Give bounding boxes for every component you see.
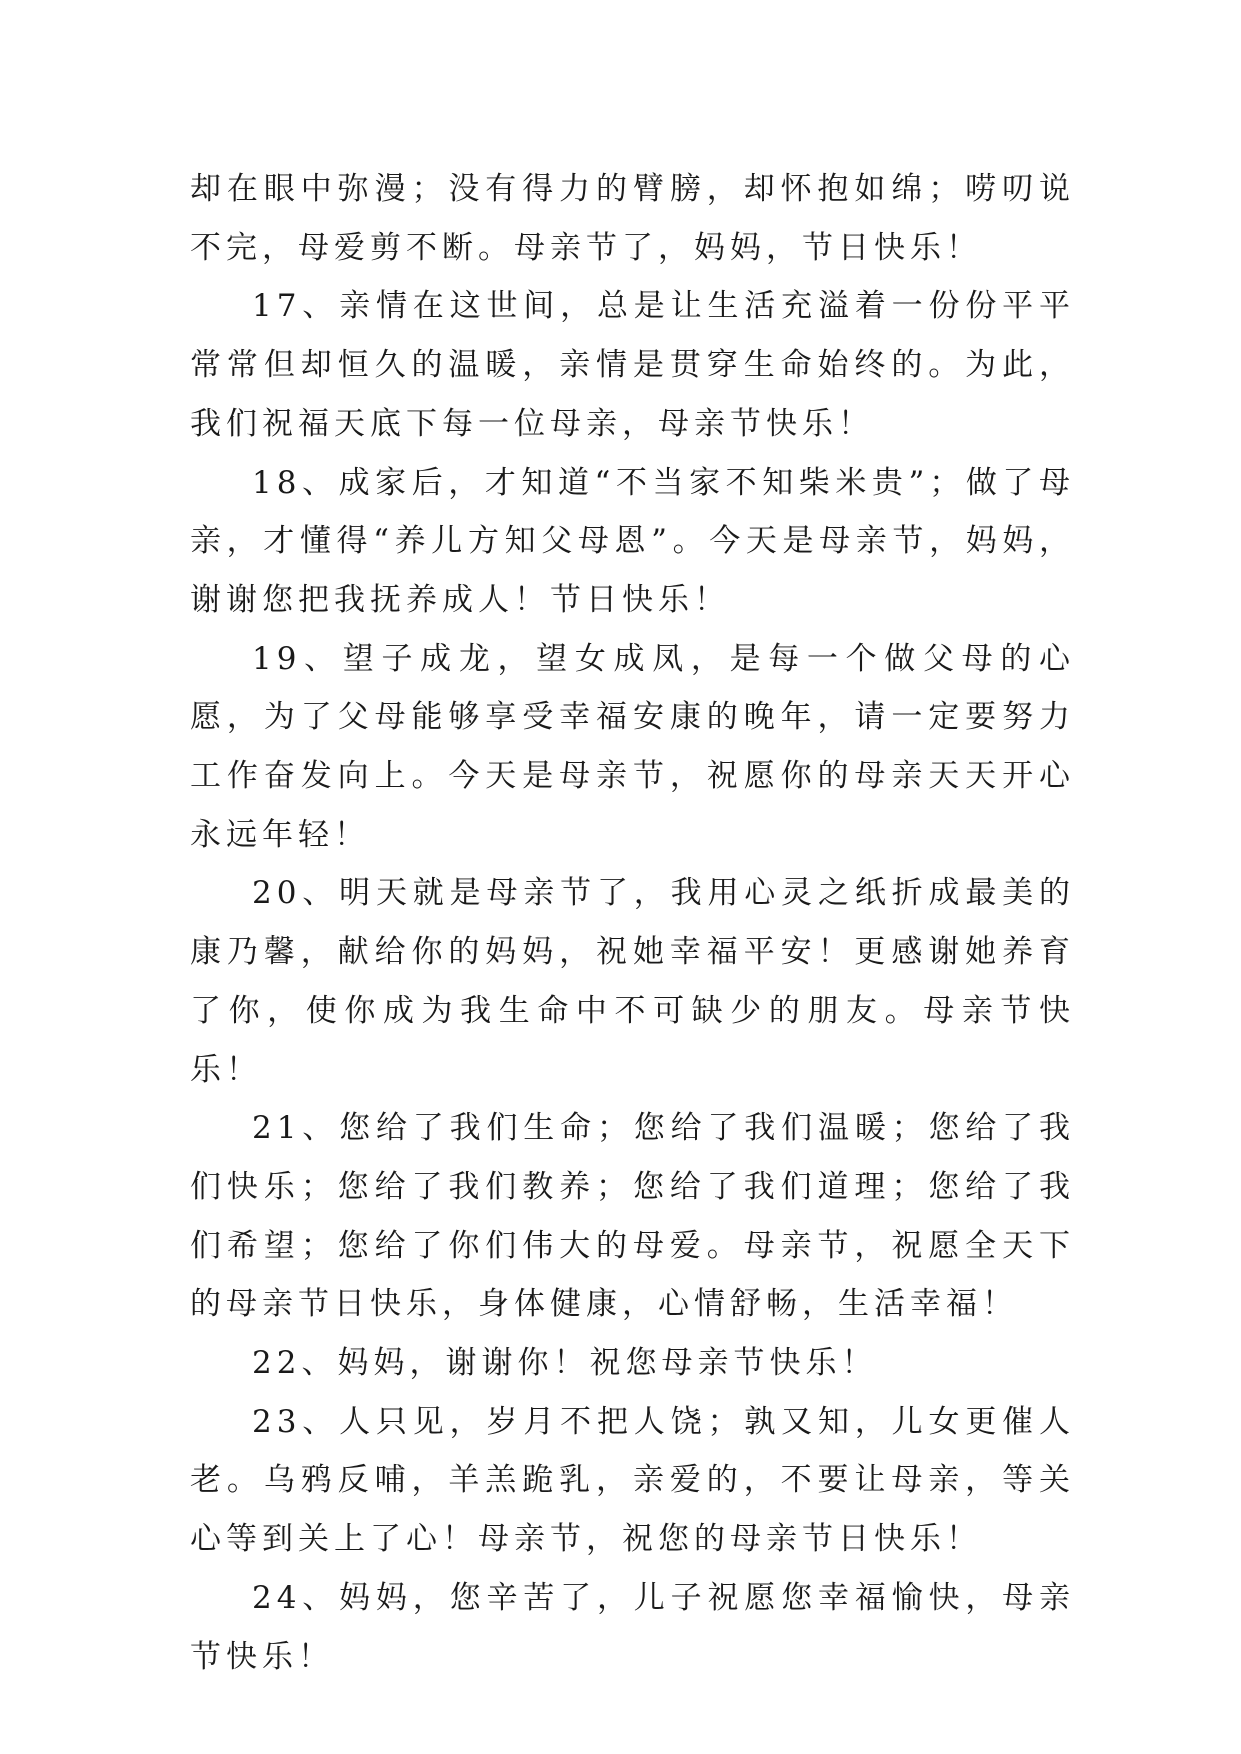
paragraph-20: 20、明天就是母亲节了，我用心灵之纸折成最美的康乃馨，献给你的妈妈，祝她幸福平安！更感谢她养育了你，使你成为我生命中不可缺少的朋友。母亲节快乐！ <box>190 875 1075 1088</box>
paragraph-17: 17、亲情在这世间，总是让生活充溢着一份份平平常常但却恒久的温暖，亲情是贯穿生命始终的。为此，我们祝福天底下每一位母亲，母亲节快乐！ <box>190 288 1075 442</box>
document-body <box>190 160 1075 1686</box>
paragraph-22: 22、妈妈，谢谢你！祝您母亲节快乐！ <box>252 1345 878 1382</box>
paragraph-19: 19、望子成龙，望女成凤，是每一个做父母的心愿，为了父母能够享受幸福安康的晚年，请一定要努力工作奋发向上。今天是母亲节，祝愿你的母亲天天开心永远年轻！ <box>190 640 1075 853</box>
paragraph-continued: 却在眼中弥漫；没有得力的臂膀，却怀抱如绵；唠叨说不完，母爱剪不断。母亲节了，妈妈，节日快乐！ <box>190 171 1075 266</box>
paragraph-23: 23、人只见，岁月不把人饶；孰又知，儿女更催人老。乌鸦反哺，羊羔跪乳，亲爱的，不要让母亲，等关心等到关上了心！母亲节，祝您的母亲节日快乐！ <box>190 1403 1075 1558</box>
paragraph-18: 18、成家后，才知道“不当家不知柴米贵”；做了母亲，才懂得“养儿方知父母恩”。今天是母亲节，妈妈，谢谢您把我抚养成人！节日快乐！ <box>190 464 1075 618</box>
paragraph-21: 21、您给了我们生命；您给了我们温暖；您给了我们快乐；您给了我们教养；您给了我们道理；您给了我们希望；您给了你们伟大的母爱。母亲节，祝愿全天下的母亲节日快乐，身体健康，心情舒畅，生活幸福！ <box>190 1110 1075 1323</box>
paragraph-24: 24、妈妈，您辛苦了，儿子祝愿您幸福愉快，母亲节快乐！ <box>190 1579 1075 1675</box>
